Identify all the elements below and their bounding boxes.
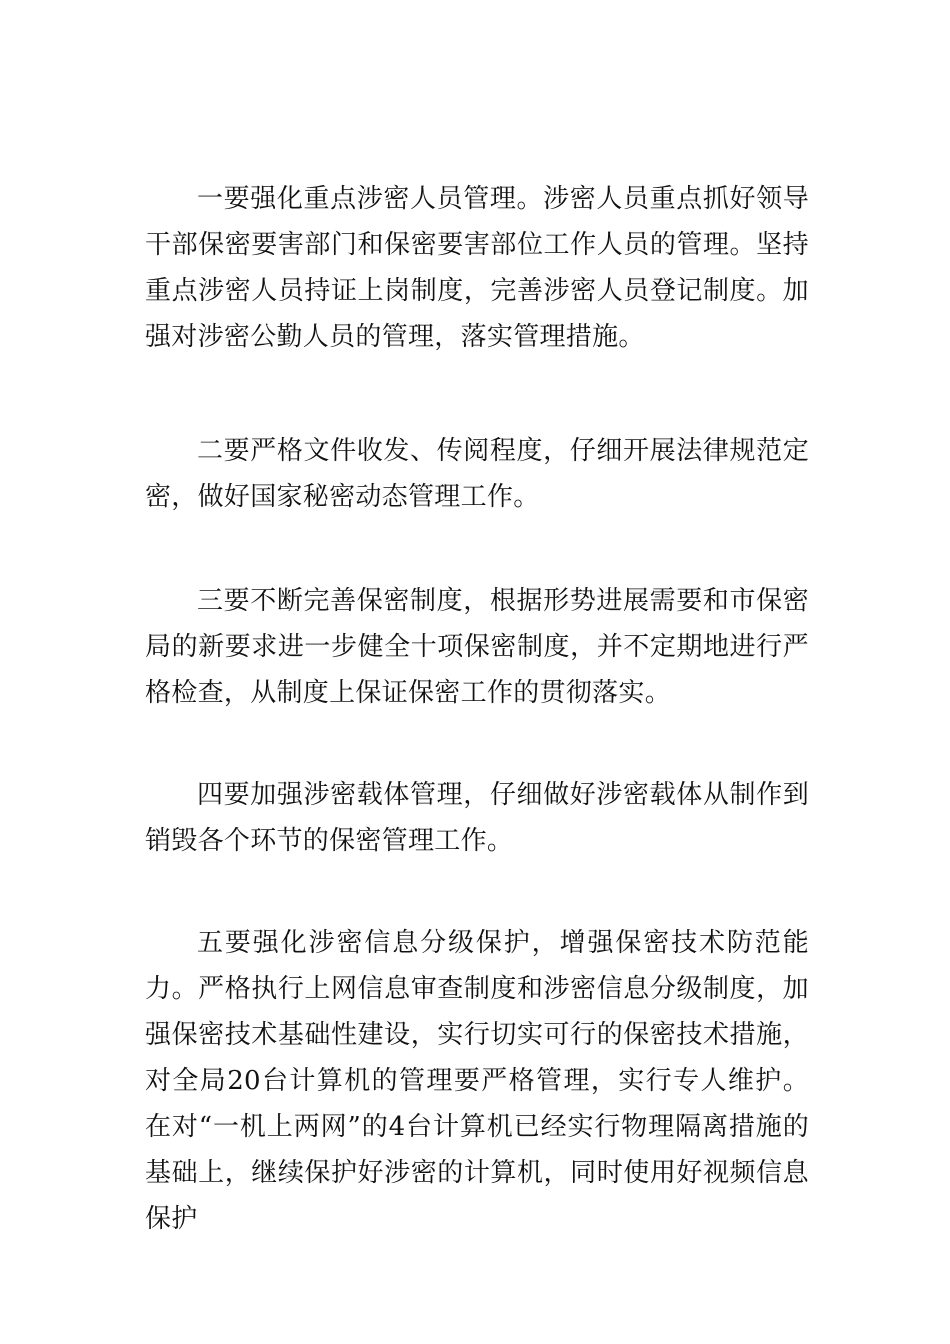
paragraph-1: 一要强化重点涉密人员管理。涉密人员重点抓好领导干部保密要害部门和保密要害部位工作人员的管理。坚持重点涉密人员持证上岗制度，完善涉密人员登记制度。加强对涉密公勤人员的管理，落实管理措施。 [145,184,809,352]
paragraph-2: 二要严格文件收发、传阅程度，仔细开展法律规范定密，做好国家秘密动态管理工作。 [145,436,809,512]
paragraph-3: 三要不断完善保密制度，根据形势进展需要和市保密局的新要求进一步健全十项保密制度，并不定期地进行严格检查，从制度上保证保密工作的贯彻落实。 [145,586,809,708]
paragraph-5: 五要强化涉密信息分级保护，增强保密技术防范能力。严格执行上网信息审查制度和涉密信息分级制度，加强保密技术基础性建设，实行切实可行的保密技术措施，对全局20台计算机的管理要严格管理，实行专人维护。在对“一机上两网”的4台计算机已经实行物理隔离措施的基础上，继续保护好涉密的计算机，同时使用好视频信息保护 [145,928,809,1234]
paragraph-4: 四要加强涉密载体管理，仔细做好涉密载体从制作到销毁各个环节的保密管理工作。 [145,780,809,856]
